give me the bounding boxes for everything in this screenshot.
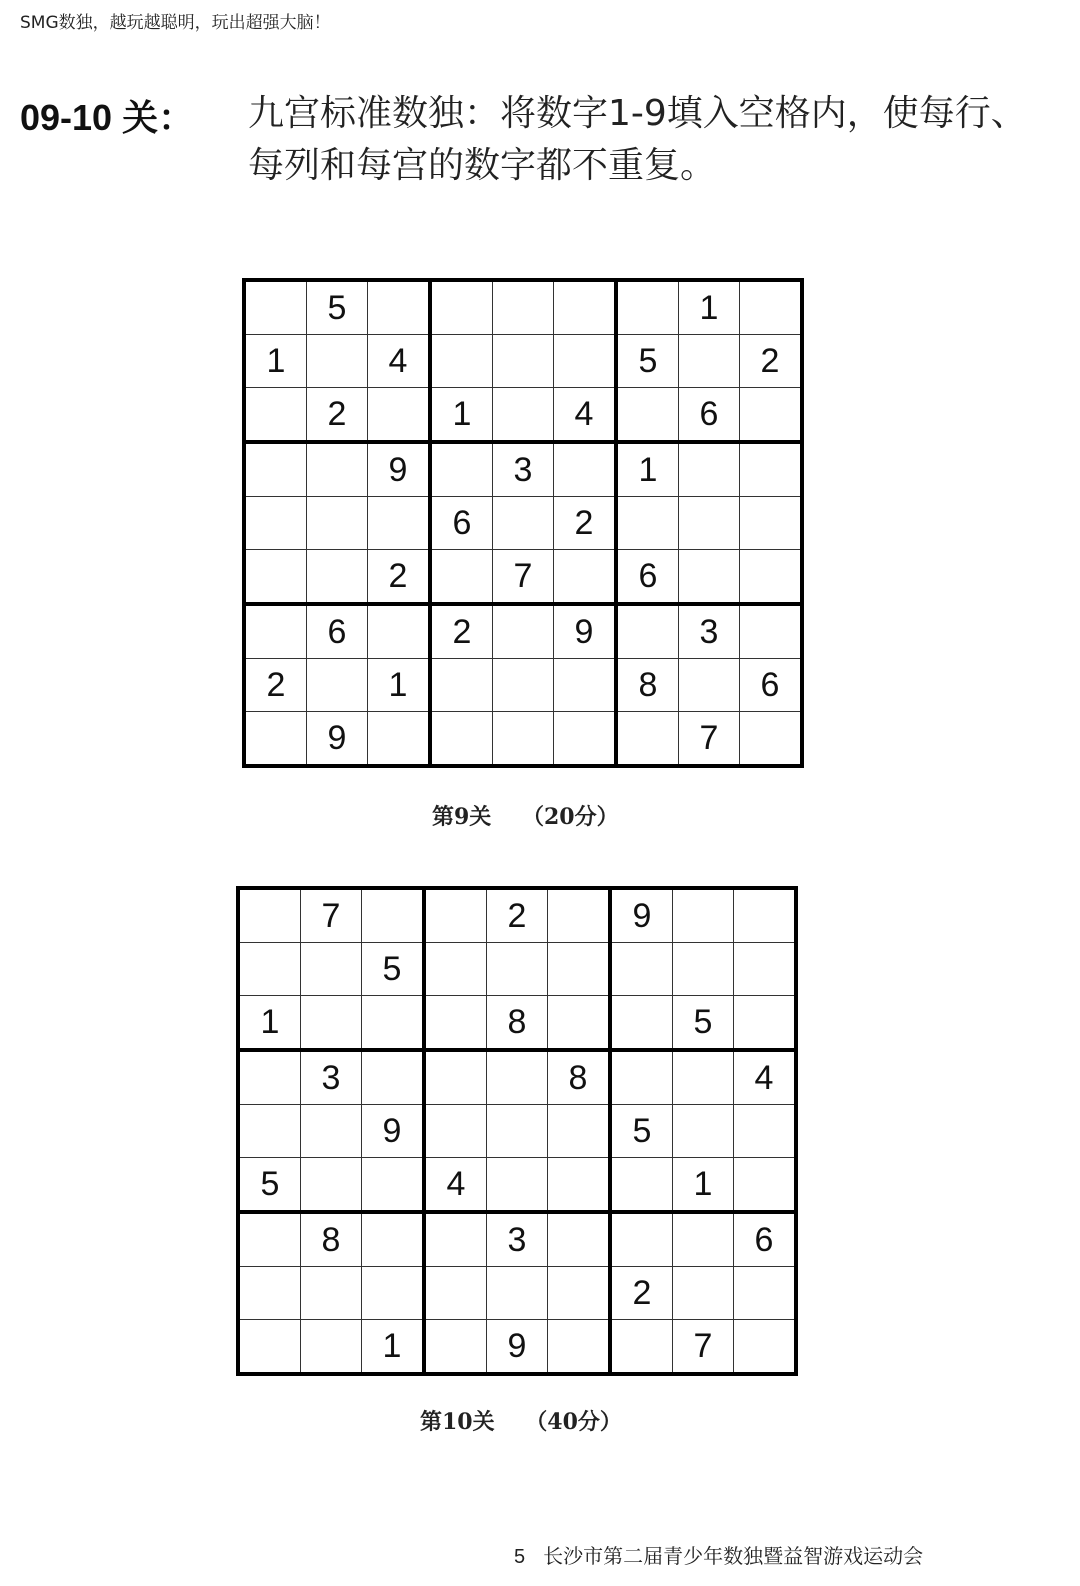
grid-cell[interactable] <box>424 1050 487 1105</box>
grid-cell[interactable] <box>740 604 803 659</box>
grid-cell[interactable] <box>734 1158 797 1213</box>
grid-cell[interactable] <box>493 280 554 335</box>
grid-cell[interactable]: 7 <box>493 550 554 605</box>
grid-cell[interactable] <box>734 1105 797 1158</box>
grid-cell[interactable] <box>554 659 617 712</box>
grid-cell[interactable] <box>493 659 554 712</box>
grid-cell[interactable] <box>424 943 487 996</box>
grid-row <box>238 1050 796 1105</box>
grid-cell[interactable] <box>493 497 554 550</box>
grid-cell[interactable] <box>424 1105 487 1158</box>
grid-cell[interactable]: 8 <box>301 1212 362 1267</box>
grid-cell[interactable] <box>679 659 740 712</box>
grid-cell[interactable] <box>430 712 493 767</box>
grid-cell[interactable] <box>734 1267 797 1320</box>
grid-cell[interactable]: 8 <box>548 1050 611 1105</box>
grid-cell[interactable] <box>238 1050 301 1105</box>
grid-cell[interactable] <box>740 497 803 550</box>
grid-cell[interactable]: 1 <box>368 659 431 712</box>
grid-cell[interactable]: 5 <box>610 1105 673 1158</box>
grid-cell[interactable] <box>734 996 797 1051</box>
grid-cell[interactable]: 5 <box>616 335 679 388</box>
grid-cell[interactable]: 9 <box>362 1105 425 1158</box>
level-9-caption <box>432 800 619 831</box>
grid-row <box>244 604 802 659</box>
sudoku-grid-level-9 <box>242 278 804 768</box>
grid-cell[interactable] <box>301 943 362 996</box>
grid-cell[interactable] <box>487 1105 548 1158</box>
grid-cell[interactable]: 2 <box>740 335 803 388</box>
grid-cell[interactable] <box>616 604 679 659</box>
event-name: 长沙市第二届青少年数独暨益智游戏运动会 <box>543 1544 924 1568</box>
grid-cell[interactable] <box>487 1267 548 1320</box>
grid-cell[interactable] <box>362 1158 425 1213</box>
grid-cell[interactable] <box>673 1267 734 1320</box>
grid-cell[interactable] <box>244 442 307 497</box>
grid-cell[interactable] <box>493 604 554 659</box>
grid-cell[interactable]: 1 <box>238 996 301 1051</box>
grid-cell[interactable] <box>307 550 368 605</box>
grid-row <box>244 280 802 335</box>
grid-row <box>238 1105 796 1158</box>
grid-cell[interactable] <box>679 550 740 605</box>
grid-cell[interactable]: 2 <box>368 550 431 605</box>
grid-cell[interactable] <box>616 497 679 550</box>
grid-cell[interactable] <box>424 1320 487 1375</box>
grid-cell[interactable] <box>430 442 493 497</box>
grid-cell[interactable] <box>493 335 554 388</box>
grid-cell[interactable]: 2 <box>554 497 617 550</box>
grid-cell[interactable] <box>307 497 368 550</box>
grid-cell[interactable]: 9 <box>610 888 673 943</box>
grid-cell[interactable] <box>554 335 617 388</box>
grid-cell[interactable] <box>554 280 617 335</box>
grid-row <box>238 1212 796 1267</box>
caption-points: （20分） <box>521 804 619 830</box>
grid-cell[interactable]: 3 <box>679 604 740 659</box>
grid-cell[interactable]: 9 <box>487 1320 548 1375</box>
grid-cell[interactable]: 1 <box>679 280 740 335</box>
grid-cell[interactable]: 7 <box>673 1320 734 1375</box>
grid-cell[interactable]: 5 <box>238 1158 301 1213</box>
grid-cell[interactable] <box>238 888 301 943</box>
grid-cell[interactable] <box>487 1158 548 1213</box>
grid-cell[interactable] <box>244 388 307 443</box>
grid-cell[interactable] <box>244 712 307 767</box>
grid-cell[interactable] <box>679 335 740 388</box>
grid-cell[interactable] <box>368 712 431 767</box>
grid-cell[interactable] <box>238 1320 301 1375</box>
grid-cell[interactable] <box>740 388 803 443</box>
grid-cell[interactable] <box>424 1212 487 1267</box>
grid-cell[interactable] <box>679 497 740 550</box>
grid-row <box>244 497 802 550</box>
grid-cell[interactable] <box>548 888 611 943</box>
level-label: 09-10 关： <box>20 97 195 138</box>
caption-title: 第10关 <box>420 1409 495 1435</box>
grid-cell[interactable]: 6 <box>307 604 368 659</box>
grid-cell[interactable] <box>673 1212 734 1267</box>
grid-cell[interactable] <box>610 1050 673 1105</box>
grid-cell[interactable] <box>673 1050 734 1105</box>
grid-cell[interactable]: 6 <box>679 388 740 443</box>
grid-cell[interactable] <box>244 280 307 335</box>
grid-cell[interactable]: 7 <box>301 888 362 943</box>
grid-cell[interactable] <box>554 442 617 497</box>
page-footer <box>514 1540 923 1569</box>
grid-row <box>238 1320 796 1375</box>
grid-cell[interactable]: 2 <box>487 888 548 943</box>
grid-cell[interactable] <box>487 943 548 996</box>
grid-cell[interactable] <box>244 497 307 550</box>
grid-cell[interactable]: 4 <box>734 1050 797 1105</box>
grid-cell[interactable]: 1 <box>616 442 679 497</box>
grid-cell[interactable] <box>301 996 362 1051</box>
grid-row <box>238 996 796 1051</box>
grid-row <box>244 388 802 443</box>
grid-cell[interactable]: 6 <box>734 1212 797 1267</box>
grid-cell[interactable] <box>430 550 493 605</box>
grid-cell[interactable] <box>610 943 673 996</box>
grid-cell[interactable] <box>673 1105 734 1158</box>
grid-cell[interactable]: 4 <box>554 388 617 443</box>
grid-cell[interactable] <box>548 1320 611 1375</box>
grid-cell[interactable] <box>301 1158 362 1213</box>
sudoku-grid-level-10 <box>236 886 798 1376</box>
grid-cell[interactable] <box>238 1267 301 1320</box>
grid-cell[interactable] <box>740 550 803 605</box>
grid-cell[interactable] <box>610 1158 673 1213</box>
grid-cell[interactable]: 1 <box>673 1158 734 1213</box>
grid-cell[interactable] <box>740 442 803 497</box>
grid-cell[interactable] <box>673 943 734 996</box>
grid-cell[interactable] <box>493 388 554 443</box>
grid-cell[interactable] <box>554 712 617 767</box>
caption-title: 第9关 <box>432 804 492 830</box>
grid-cell[interactable] <box>424 996 487 1051</box>
grid-cell[interactable]: 1 <box>362 1320 425 1375</box>
grid-row <box>244 442 802 497</box>
grid-cell[interactable]: 9 <box>368 442 431 497</box>
grid-cell[interactable] <box>244 604 307 659</box>
grid-cell[interactable] <box>238 943 301 996</box>
grid-cell[interactable] <box>734 1320 797 1375</box>
grid-cell[interactable]: 5 <box>673 996 734 1051</box>
grid-cell[interactable] <box>244 550 307 605</box>
grid-cell[interactable] <box>734 943 797 996</box>
grid-cell[interactable]: 2 <box>430 604 493 659</box>
grid-cell[interactable]: 2 <box>307 388 368 443</box>
grid-cell[interactable] <box>548 943 611 996</box>
instructions: 九宫标准数独：将数字1-9填入空格内，使每行、每列和每宫的数字都不重复。 <box>248 93 1027 186</box>
grid-cell[interactable]: 1 <box>430 388 493 443</box>
grid-cell[interactable]: 8 <box>616 659 679 712</box>
grid-cell[interactable] <box>610 996 673 1051</box>
grid-cell[interactable]: 8 <box>487 996 548 1051</box>
grid-row <box>244 659 802 712</box>
grid-cell[interactable] <box>430 280 493 335</box>
grid-cell[interactable] <box>307 442 368 497</box>
grid-row <box>244 550 802 605</box>
grid-cell[interactable] <box>740 712 803 767</box>
grid-row <box>244 335 802 388</box>
grid-cell[interactable]: 4 <box>424 1158 487 1213</box>
grid-cell[interactable]: 6 <box>430 497 493 550</box>
grid-cell[interactable] <box>734 888 797 943</box>
grid-cell[interactable] <box>368 497 431 550</box>
grid-cell[interactable] <box>616 712 679 767</box>
grid-cell[interactable] <box>362 888 425 943</box>
grid-cell[interactable] <box>548 1105 611 1158</box>
grid-row <box>244 712 802 767</box>
grid-cell[interactable]: 3 <box>301 1050 362 1105</box>
grid-cell[interactable] <box>740 280 803 335</box>
grid-cell[interactable] <box>548 1267 611 1320</box>
grid-cell[interactable]: 3 <box>487 1212 548 1267</box>
grid-row <box>238 888 796 943</box>
grid-cell[interactable] <box>610 1212 673 1267</box>
grid-cell[interactable]: 6 <box>740 659 803 712</box>
grid-cell[interactable] <box>368 388 431 443</box>
grid-cell[interactable] <box>301 1267 362 1320</box>
grid-cell[interactable]: 4 <box>368 335 431 388</box>
header-note: SMG数独，越玩越聪明，玩出超强大脑！ <box>20 13 331 33</box>
grid-cell[interactable]: 9 <box>307 712 368 767</box>
page-number: 5 <box>514 1546 526 1568</box>
grid-cell[interactable] <box>301 1105 362 1158</box>
grid-cell[interactable]: 9 <box>554 604 617 659</box>
grid-cell[interactable]: 1 <box>244 335 307 388</box>
grid-cell[interactable] <box>430 659 493 712</box>
grid-cell[interactable] <box>368 280 431 335</box>
grid-cell[interactable]: 3 <box>493 442 554 497</box>
grid-cell[interactable] <box>548 1212 611 1267</box>
level-10-caption <box>420 1405 622 1436</box>
grid-cell[interactable]: 2 <box>610 1267 673 1320</box>
grid-cell[interactable] <box>673 888 734 943</box>
grid-cell[interactable] <box>424 888 487 943</box>
grid-cell[interactable] <box>362 996 425 1051</box>
grid-cell[interactable] <box>424 1267 487 1320</box>
grid-cell[interactable] <box>616 388 679 443</box>
grid-cell[interactable] <box>679 442 740 497</box>
grid-cell[interactable]: 7 <box>679 712 740 767</box>
caption-points: （40分） <box>525 1409 622 1435</box>
grid-cell[interactable] <box>368 604 431 659</box>
grid-cell[interactable]: 6 <box>616 550 679 605</box>
grid-cell[interactable] <box>487 1050 548 1105</box>
grid-cell[interactable] <box>493 712 554 767</box>
grid-cell[interactable] <box>307 659 368 712</box>
grid-cell[interactable] <box>554 550 617 605</box>
grid-cell[interactable] <box>307 335 368 388</box>
grid-cell[interactable]: 2 <box>244 659 307 712</box>
grid-cell[interactable] <box>430 335 493 388</box>
grid-row <box>238 1267 796 1320</box>
grid-row <box>238 943 796 996</box>
grid-cell[interactable] <box>362 1050 425 1105</box>
grid-cell[interactable] <box>301 1320 362 1375</box>
grid-row <box>238 1158 796 1213</box>
grid-cell[interactable]: 5 <box>307 280 368 335</box>
grid-cell[interactable] <box>238 1212 301 1267</box>
grid-cell[interactable] <box>362 1212 425 1267</box>
grid-cell[interactable] <box>548 1158 611 1213</box>
grid-cell[interactable]: 5 <box>362 943 425 996</box>
grid-cell[interactable] <box>610 1320 673 1375</box>
grid-cell[interactable] <box>548 996 611 1051</box>
grid-cell[interactable] <box>616 280 679 335</box>
grid-cell[interactable] <box>238 1105 301 1158</box>
grid-cell[interactable] <box>362 1267 425 1320</box>
